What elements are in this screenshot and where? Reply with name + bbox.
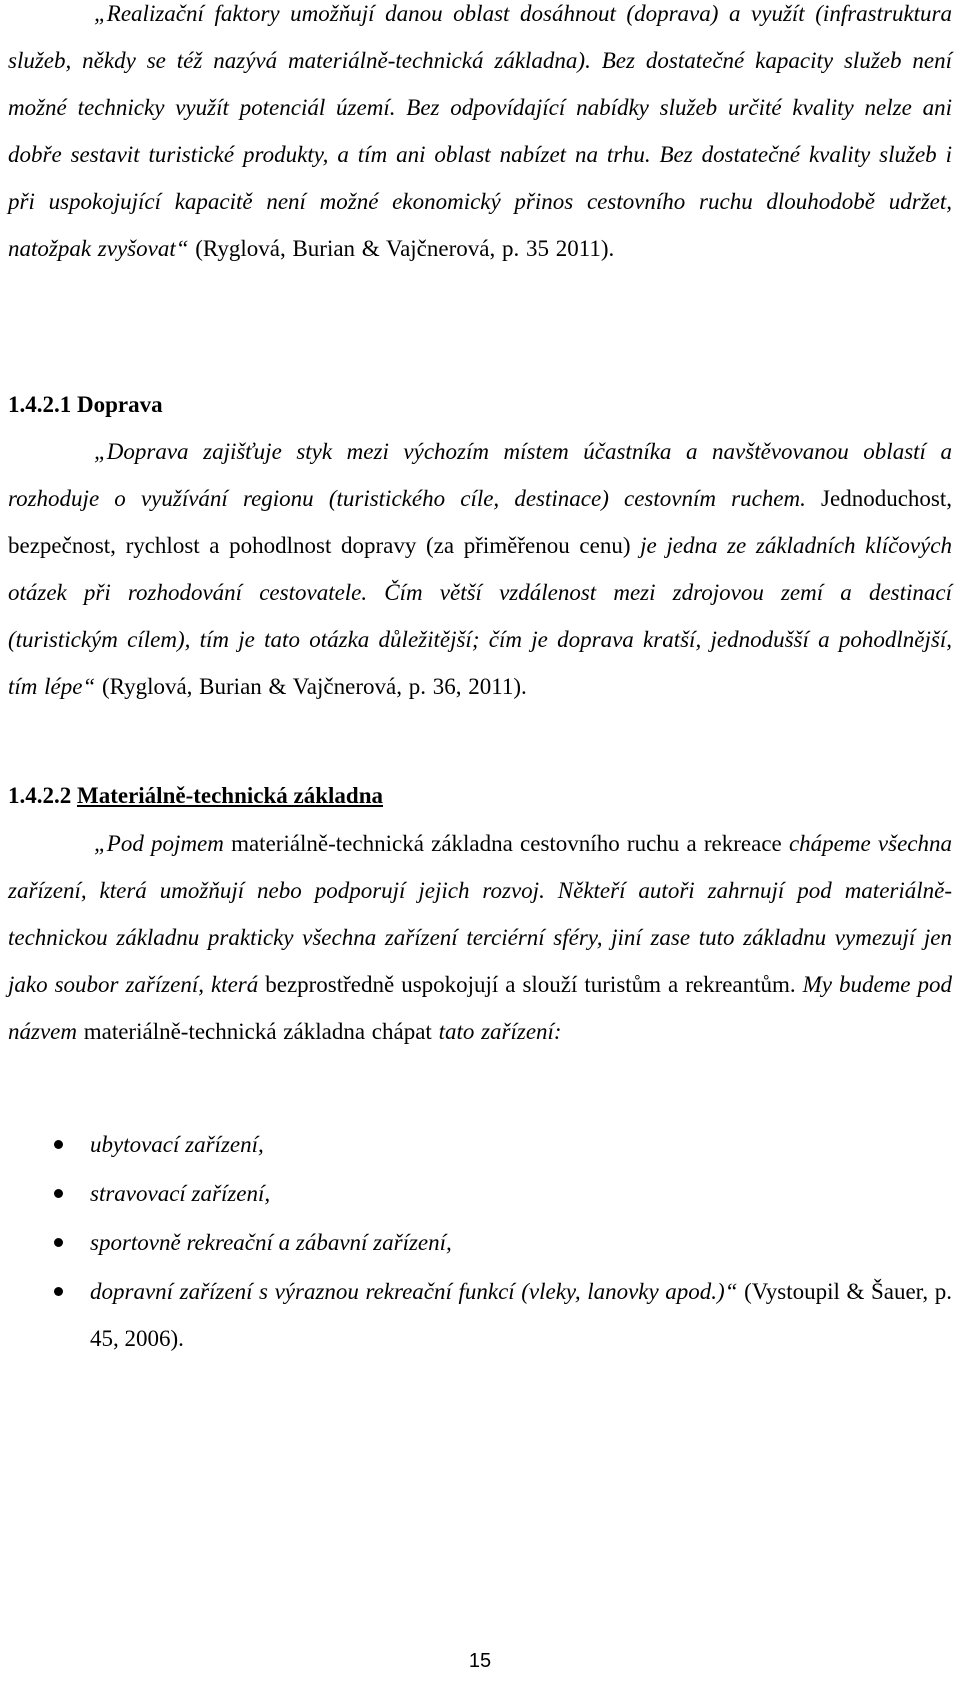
quote-text-e: My budeme pod názvem: [8, 972, 952, 1044]
list-item-text: sportovně rekreační a zábavní zařízení,: [90, 1230, 452, 1255]
list-item-text: dopravní zařízení s výraznou rekreační funkcí (vleky, lanovky apod.)“: [90, 1279, 738, 1304]
list-item-text: stravovací zařízení,: [90, 1181, 271, 1206]
list-item: [8, 1268, 952, 1362]
normal-text-f: materiálně-technická základna chápat: [76, 1019, 432, 1044]
list-item: [8, 1170, 952, 1217]
quote-text: „Realizační faktory umožňují danou oblast dosáhnout (doprava) a využít (infrastruktura služeb, někdy se též nazývá materiálně-technická základna). Bez dostatečné kapacity služeb není možné technicky využít potenciál území. Bez odpovídající nabídky služeb určité kvality nelze ani dobře sestavit turistické produkty, a tím ani oblast nabízet na trhu. Bez dostatečné kvality služeb i při uspokojující kapacitě není možné ekonomický přinos cestovního ruchu dlouhodobě udržet, natožpak zvyšovat“: [8, 1, 952, 261]
heading-materialne-technicka: [8, 781, 383, 811]
normal-text-d: bezprostředně uspokojují a slouží turistům a rekreantům.: [258, 972, 796, 997]
list-item-text: ubytovací zařízení,: [90, 1132, 264, 1157]
heading-doprava: 1.4.2.1 Doprava: [8, 392, 163, 417]
list-item: [8, 1219, 952, 1266]
quote-text-c: chápeme všechna zařízení, která umožňují nebo podporují jejich rozvoj. Někteří autoři zahrnují pod materiálně-technickou základnu prakticky všechna zařízení terciérní sféry, jiní zase tuto základnu vymezují jen jako soubor zařízení, která: [8, 831, 952, 997]
paragraph-materialne-technicka: [8, 820, 952, 1055]
quote-text-a: „Doprava zajišťuje styk mezi výchozím místem účastníka a navštěvovanou oblastí a rozhoduje o využívání regionu (turistického cíle, destinace) cestovním ruchem.: [8, 439, 952, 511]
bullet-icon: [54, 1238, 63, 1247]
citation: (Ryglová, Burian & Vajčnerová, p. 36, 2011).: [95, 674, 527, 699]
heading-title: Materiálně-technická základna: [77, 783, 383, 808]
bullet-icon: [54, 1287, 63, 1296]
paragraph-doprava: [8, 428, 952, 710]
quote-text-a: „Pod pojmem: [94, 831, 224, 856]
paragraph-realizacni-faktory: [8, 0, 952, 272]
list-item: [8, 1121, 952, 1168]
citation: (Vystoupil & Šauer, p. 45, 2006).: [90, 1279, 952, 1351]
page-number: 15: [468, 1650, 492, 1672]
bullet-icon: [54, 1140, 63, 1149]
heading-number: 1.4.2.2: [8, 783, 77, 808]
bullet-icon: [54, 1189, 63, 1198]
citation: (Ryglová, Burian & Vajčnerová, p. 35 2011).: [188, 236, 615, 261]
normal-text-b: materiálně-technická základna cestovního ruchu a rekreace: [223, 831, 782, 856]
facility-list: [8, 1121, 952, 1362]
normal-text-b: Jednoduchost, bezpečnost, rychlost a pohodlnost dopravy (za přiměřenou cenu): [8, 486, 952, 558]
quote-text-g: tato zařízení:: [431, 1019, 562, 1044]
quote-text-c: je jedna ze základních klíčových otázek při rozhodování cestovatele. Čím větší vzdálenost mezi zdrojovou zemí a destinací (turistickým cílem), tím je tato otázka důležitější; čím je doprava kratší, jednodušší a pohodlnější, tím lépe“: [8, 533, 953, 699]
